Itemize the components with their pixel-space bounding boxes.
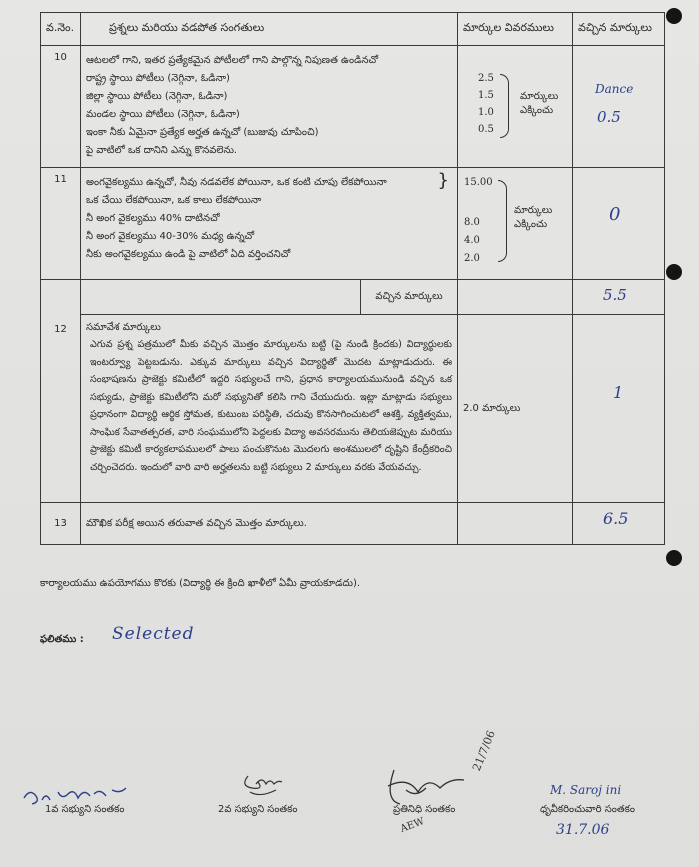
- marks-detail-cell: [458, 503, 573, 545]
- question-line: ఇంకా నీకు ఏమైనా ప్రత్యేక అర్హత ఉన్నచో (బుజువు చూపించి): [86, 127, 319, 138]
- question-line: నీకు అంగవైకల్యము ఉండి పై వాటిలో ఏది వర్తించనిచో: [86, 249, 291, 260]
- result-label: ఫలితము :: [40, 634, 84, 645]
- table-header-row: [41, 13, 665, 46]
- marks-detail-cell: [458, 315, 573, 503]
- question-cell: [81, 46, 458, 168]
- question-line: నీ అంగ వైకల్యము 40% దాటినచో: [86, 213, 220, 224]
- handwritten-subtotal: 5.5: [603, 286, 627, 304]
- brace: [500, 74, 509, 138]
- marks-detail-cell: [458, 168, 573, 280]
- question-line: మండల స్థాయి పోటీలు (నెగ్గినా, ఓడినా): [86, 109, 240, 120]
- binder-hole: [666, 8, 682, 24]
- question-line: ఒక చేయి లేకపోయినా, ఒక కాలు లేకపోయినా: [86, 195, 262, 206]
- section-paragraph: ఎగువ ప్రశ్న పత్రములో మీకు వచ్చిన మొత్తం మార్కులను బట్టి (పై నుండి క్రిందకు) విద్యార్థులకు ఇంటర్వ్యూ పెట్టబడును. ఎక్కువ మార్కులు వచ్చిన విద్యార్థితో మొదట మాట్లాడుదురు. ఈ సంభాషణను ప్రాజెక్టు కమిటీలో ఇద్దరి సభ్యులచే గాని, ప్రధాన కార్యాలయమునుండి వచ్చిన ఒక సభ్యుడు, ప్రాజెక్టు కమిటీలోని మరో సభ్యునితో కలిసి గాని చేయుదురు. ఇట్లా మాట్లాడు సభ్యులు ప్రధానంగా విద్యార్థి ఆర్థిక స్తోమత, కుటుంబ పరిస్థితి, చదువు కొనసాగించుటలో ఆశక్తి, వ్యక్తిత్వము, సాంఘిక సేవాతత్పరత, వారి సంఘములోని పెద్దలకు విద్యా అవసరమును తెలియజెప్పుట మరియు ప్రాజెక్టు కమిటీ కార్యకలాపములలో పాలు పంచుకొనుట మొదలగు అంశములలో దృష్టిని కేంద్రీకరించి చర్చించెదరు. ఇందులో వారి వారి అర్హతలను బట్టి సభ్యులు 2 మార్కులు వరకు వేయవచ్చు.: [90, 339, 452, 473]
- subtotal-row: [41, 280, 665, 315]
- mark-value: 2.0 మార్కులు: [463, 402, 521, 414]
- question-line: జిల్లా స్థాయి పోటీలు (నెగ్గినా, ఓడినా): [86, 91, 228, 102]
- handwritten-score: 0: [609, 204, 621, 225]
- representative-initials: AEW: [398, 816, 426, 835]
- question-cell: [81, 168, 458, 280]
- question-line: అంగవైకల్యము ఉన్నచో, నీవు నడవలేక పోయినా, ఒక కంటి చూపు లేకపోయినా: [86, 177, 387, 188]
- brace-glyph: }: [437, 170, 449, 191]
- mark-value: 1.5: [478, 90, 494, 101]
- handwritten-note: Dance: [595, 82, 634, 96]
- question-line: పై వాటిలో ఒక దానిని ఎన్ను కొనవలెను.: [86, 145, 238, 156]
- header-question: ప్రశ్నలు మరియు వడపోత సంగతులు: [81, 13, 458, 46]
- marks-obtained-cell: [573, 503, 665, 545]
- mark-value: 0.5: [478, 124, 494, 135]
- row-number: 13: [41, 503, 81, 545]
- signature-2-scribble: [238, 770, 288, 804]
- signature-caption-1: 1వ సభ్యుని సంతకం: [45, 804, 125, 815]
- signature-caption-3: ప్రతినిధి సంతకం: [393, 804, 456, 815]
- mark-value: 4.0: [464, 235, 480, 246]
- header-marks-obtained: వచ్చిన మార్కులు: [573, 13, 665, 46]
- verifier-date: 31.7.06: [556, 822, 610, 838]
- signature-caption-2: 2వ సభ్యుని సంతకం: [218, 804, 298, 815]
- mark-value: 1.0: [478, 107, 494, 118]
- table-row-10: [41, 46, 665, 168]
- row-number: 12: [54, 324, 67, 335]
- question-line: నీ అంగ వైకల్యము 40-30% మధ్య ఉన్నచో: [86, 231, 255, 242]
- header-serial: వ.నెం.: [41, 13, 81, 46]
- question-cell: మౌఖిక పరీక్ష అయిన తరువాత వచ్చిన మొత్తం మార్కులు.: [81, 503, 458, 545]
- binder-hole: [666, 264, 682, 280]
- subtotal-label: వచ్చిన మార్కులు: [360, 280, 457, 314]
- section-title: సమావేశ మార్కులు: [86, 322, 161, 333]
- marks-obtained-cell: [573, 46, 665, 168]
- representative-date: 21/7/06: [470, 728, 498, 773]
- binder-hole: [666, 550, 682, 566]
- marks-obtained-cell: [573, 168, 665, 280]
- row-number: 10: [41, 46, 81, 168]
- marks-table: [40, 12, 665, 545]
- verifier-name: M. Saroj ini: [550, 783, 622, 797]
- handwritten-total: 6.5: [603, 509, 629, 528]
- table-row-13: [41, 503, 665, 545]
- handwritten-score: 1: [613, 383, 624, 402]
- office-use-note: కార్యాలయము ఉపయోగము కొరకు (విద్యార్థి ఈ క్రింది ఖాళీలో ఏమీ వ్రాయకూడదు).: [40, 578, 361, 589]
- row-number: 11: [41, 168, 81, 280]
- mark-value: 2.5: [478, 73, 494, 84]
- brace: [498, 180, 507, 262]
- brace-label: మార్కులు ఎక్కించు: [520, 91, 559, 116]
- question-cell: [81, 315, 458, 503]
- handwritten-score: 0.5: [597, 108, 621, 126]
- subtotal-value-cell: [573, 280, 665, 315]
- row-number-spanned: [41, 280, 81, 503]
- subtotal-empty-cell: [458, 280, 573, 315]
- question-line: ఆటలలో గాని, ఇతర ప్రత్యేకమైన పోటీలలో గాని పాల్గొన్న నిపుణత ఉండినచో: [86, 55, 379, 66]
- question-line: రాష్ట్ర స్థాయి పోటీలు (నెగ్గినా, ఓడినా): [86, 73, 230, 84]
- header-marks-detail: మార్కుల వివరములు: [458, 13, 573, 46]
- marks-detail-cell: [458, 46, 573, 168]
- mark-value: 15.00: [464, 177, 493, 188]
- signature-caption-4: ధృవీకరించువారి సంతకం: [540, 804, 635, 815]
- marks-obtained-cell: [573, 315, 665, 503]
- table-row-11: [41, 168, 665, 280]
- brace-label: మార్కులు ఎక్కించు: [514, 205, 553, 230]
- subtotal-label-cell: [81, 280, 458, 315]
- result-handwritten: Selected: [112, 624, 195, 644]
- table-row-12: [41, 315, 665, 503]
- mark-value: 8.0: [464, 217, 480, 228]
- mark-value: 2.0: [464, 253, 480, 264]
